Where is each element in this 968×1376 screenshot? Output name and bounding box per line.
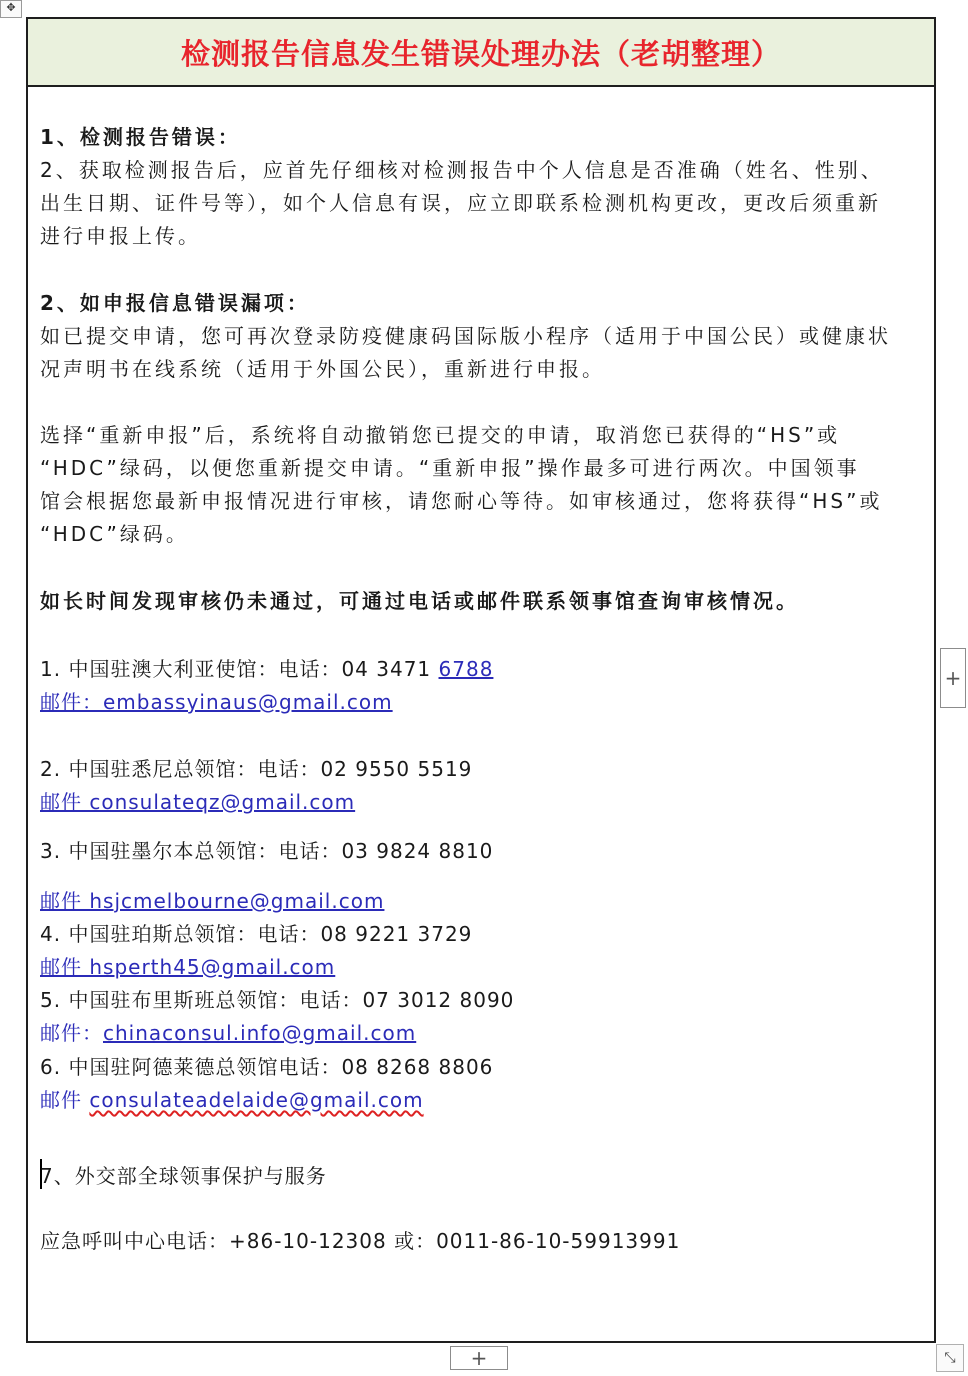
- contact-5-mail-link[interactable]: chinaconsul.info@gmail.com: [103, 1021, 417, 1045]
- section2-heading: 2、如申报信息错误漏项：: [40, 291, 310, 315]
- section-redeclare: [40, 419, 922, 551]
- section1-heading: 1、检测报告错误：: [40, 125, 241, 149]
- contact-3-line: 3. 中国驻墨尔本总领馆：电话：03 9824 8810: [40, 839, 494, 863]
- contact-6-line: 6. 中国驻阿德莱德总领馆电话：08 8268 8806: [40, 1055, 494, 1079]
- section-declaration-error: [40, 287, 922, 386]
- contact-4-mail-link[interactable]: 邮件 hsperth45@gmail.com: [40, 955, 336, 979]
- contact-adelaide: [40, 1051, 922, 1117]
- contact-1-line: 1. 中国驻澳大利亚使馆：电话：04 3471 6788: [40, 657, 494, 681]
- footer-service: [40, 1159, 922, 1193]
- contact-6-mail-link[interactable]: consulateadelaide@gmail.com: [89, 1088, 424, 1112]
- contact-5-line: 5. 中国驻布里斯班总领馆：电话：07 3012 8090: [40, 988, 515, 1012]
- contact-1-mail-link[interactable]: 邮件：embassyinaus@gmail.com: [40, 690, 393, 714]
- section3-line2: “HDC”绿码，以便您重新提交申请。“重新申报”操作最多可进行两次。中国领事: [40, 456, 860, 480]
- table-resize-icon[interactable]: ⤡: [936, 1344, 964, 1372]
- title-row: [28, 19, 934, 87]
- contact-1-phone-link[interactable]: 6788: [438, 657, 494, 681]
- contact-5-mail: 邮件：chinaconsul.info@gmail.com: [40, 1021, 417, 1045]
- footer-line2: 应急呼叫中心电话：+86-10-12308 或：0011-86-10-59913991: [40, 1229, 681, 1253]
- table-move-icon[interactable]: ✥: [0, 0, 22, 18]
- document-table: [26, 17, 936, 1343]
- contact-2-line: 2. 中国驻悉尼总领馆：电话：02 9550 5519: [40, 757, 473, 781]
- page-title: 检测报告信息发生错误处理办法（老胡整理）: [180, 36, 781, 71]
- contact-melbourne-mail: [40, 885, 922, 918]
- contact-embassy: [40, 653, 922, 719]
- section3-line3: 馆会根据您最新申报情况进行审核，请您耐心等待。如审核通过，您将获得“HS”或: [40, 489, 883, 513]
- section2-line1: 如已提交申请，您可再次登录防疫健康码国际版小程序（适用于中国公民）或健康状: [40, 324, 891, 348]
- contact-6-mail: 邮件 consulateadelaide@gmail.com: [40, 1088, 424, 1112]
- contact-perth: [40, 918, 922, 984]
- contact-4-line: 4. 中国驻珀斯总领馆：电话：08 9221 3729: [40, 922, 473, 946]
- footer-line1: 7、外交部全球领事保护与服务: [40, 1159, 922, 1193]
- contact-melbourne: [40, 835, 922, 868]
- section1-line3: 进行申报上传。: [40, 224, 201, 248]
- section3-line4: “HDC”绿码。: [40, 522, 189, 546]
- contact-2-mail-link[interactable]: 邮件 consulateqz@gmail.com: [40, 790, 356, 814]
- notice-text: 如长时间发现审核仍未通过，可通过电话或邮件联系领事馆查询审核情况。: [40, 589, 799, 613]
- section-detection-error: [40, 121, 922, 253]
- add-column-button[interactable]: +: [940, 648, 966, 708]
- contact-sydney: [40, 753, 922, 819]
- section1-line2: 出生日期、证件号等），如个人信息有误，应立即联系检测机构更改，更改后须重新: [40, 191, 881, 215]
- contact-3-mail-link[interactable]: 邮件 hsjcmelbourne@gmail.com: [40, 889, 385, 913]
- section3-line1: 选择“重新申报”后，系统将自动撤销您已提交的申请，取消您已获得的“HS”或: [40, 423, 841, 447]
- contact-brisbane: [40, 984, 922, 1050]
- section1-line1: 2、获取检测报告后，应首先仔细核对检测报告中个人信息是否准确（姓名、性别、: [40, 158, 884, 182]
- section2-line2: 况声明书在线系统（适用于外国公民），重新进行申报。: [40, 357, 605, 381]
- add-row-button[interactable]: +: [450, 1346, 508, 1370]
- footer-hotline: [40, 1225, 922, 1258]
